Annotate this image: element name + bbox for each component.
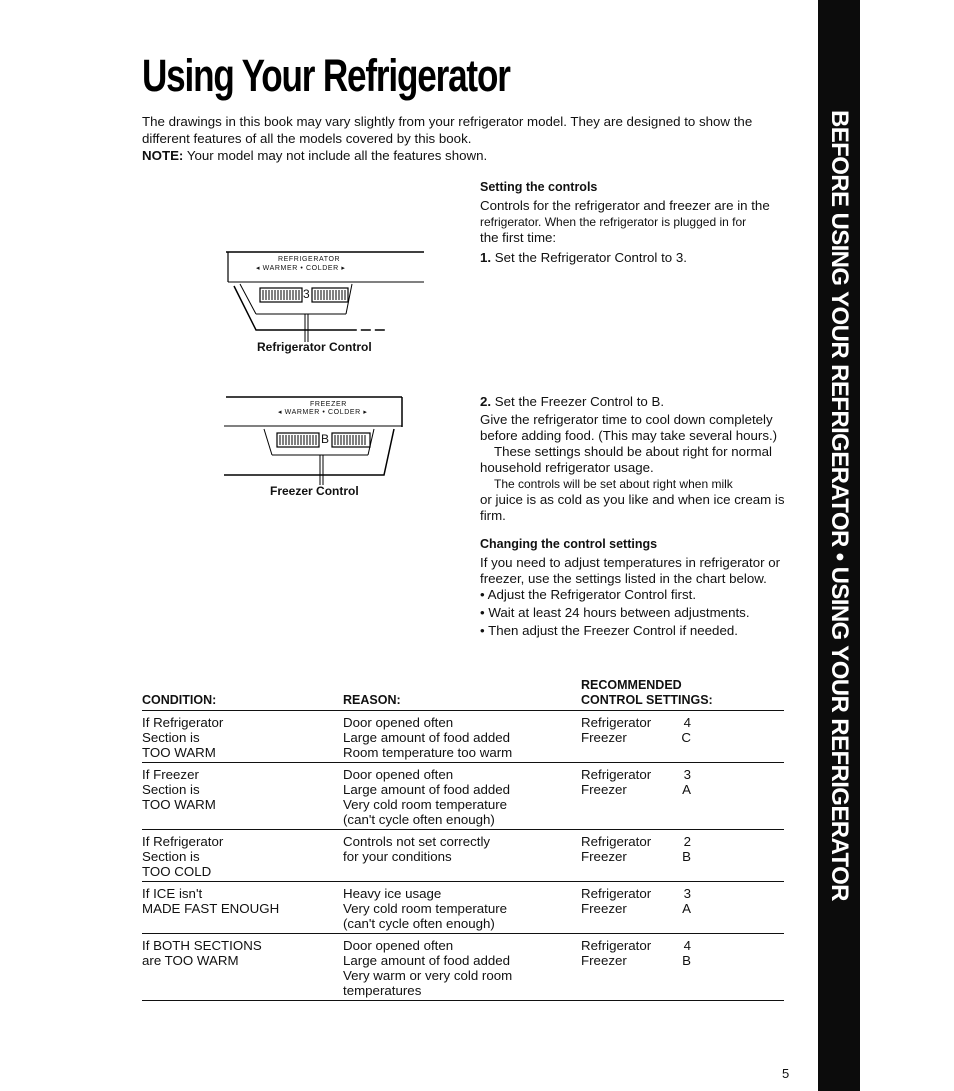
settings-cell xyxy=(581,763,784,830)
settings-cell xyxy=(581,882,784,934)
reason-line: (can't cycle often enough) xyxy=(343,916,495,931)
reason-cell xyxy=(343,830,581,882)
refrigerator-dial-label: REFRIGERATOR xyxy=(278,256,341,263)
condition-cell xyxy=(142,711,343,763)
setting-controls-p1c: the first time: xyxy=(480,230,557,245)
bullet-text: Adjust the Refrigerator Control first. xyxy=(487,587,697,602)
setting-label: Refrigerator xyxy=(581,715,652,730)
condition-line: TOO WARM xyxy=(142,797,216,812)
condition-line: TOO WARM xyxy=(142,745,216,760)
bullet-text: Then adjust the Freezer Control if needed. xyxy=(488,623,738,638)
table-header-row xyxy=(142,678,784,711)
condition-line: If Refrigerator xyxy=(142,715,224,730)
setting-label: Freezer xyxy=(581,849,627,864)
reason-line: (can't cycle often enough) xyxy=(343,812,495,827)
setting-value: B xyxy=(682,849,691,864)
step-1-number: 1. xyxy=(480,250,492,265)
condition-line: If ICE isn't xyxy=(142,886,203,901)
reason-cell xyxy=(343,711,581,763)
condition-header: CONDITION: xyxy=(142,678,343,711)
reason-line: Door opened often xyxy=(343,767,454,782)
changing-p1: If you need to adjust temperatures in refrigerator or freezer, use the settings listed in the chart below. xyxy=(480,555,781,586)
reason-cell xyxy=(343,882,581,934)
settings-right-a: These settings should be about right for normal xyxy=(494,444,772,459)
condition-cell xyxy=(142,934,343,1001)
reason-line: Very cold room temperature xyxy=(343,797,508,812)
step-1-text: Set the Refrigerator Control to 3. xyxy=(494,250,687,265)
condition-line: If Freezer xyxy=(142,767,199,782)
settings-right-b: household refrigerator usage. xyxy=(480,460,654,475)
condition-cell xyxy=(142,763,343,830)
condition-cell xyxy=(142,830,343,882)
bullet-text: Wait at least 24 hours between adjustments. xyxy=(488,605,750,620)
reason-line: Large amount of food added xyxy=(343,730,511,745)
cool-down-text: Give the refrigerator time to cool down completely before adding food. (This may take several hours.) xyxy=(480,412,778,443)
settings-header-line1: RECOMMENDED xyxy=(581,678,682,692)
setting-value: C xyxy=(681,730,691,745)
settings-header-line2: CONTROL SETTINGS: xyxy=(581,693,713,707)
condition-line: Section is xyxy=(142,849,200,864)
bullet-item: • Wait at least 24 hours between adjustments. xyxy=(480,605,750,620)
table-row xyxy=(142,830,784,882)
note-text: Your model may not include all the features shown. xyxy=(186,148,488,163)
condition-line: MADE FAST ENOUGH xyxy=(142,901,280,916)
setting-value: 3 xyxy=(683,886,691,901)
setting-value: A xyxy=(682,782,691,797)
condition-line: are TOO WARM xyxy=(142,953,239,968)
freezer-control-caption: Freezer Control xyxy=(270,484,359,498)
reason-cell xyxy=(343,934,581,1001)
control-settings-table xyxy=(142,678,784,1001)
controls-right-a: The controls will be set about right when milk xyxy=(494,477,733,491)
freezer-dial-label: FREEZER xyxy=(310,401,347,408)
settings-cell xyxy=(581,934,784,1001)
condition-line: TOO COLD xyxy=(142,864,212,879)
setting-label: Freezer xyxy=(581,782,627,797)
refrigerator-setting: 3 xyxy=(303,287,310,301)
setting-controls-p1: Controls for the refrigerator and freezer are in the xyxy=(480,198,770,213)
reason-line: Very warm or very cold room xyxy=(343,968,513,983)
sidebar-label: BEFORE USING YOUR REFRIGERATOR • USING YOUR REFRIGERATOR xyxy=(826,110,853,901)
refrigerator-control-caption: Refrigerator Control xyxy=(257,340,372,354)
settings-header xyxy=(581,678,784,711)
reason-line: Controls not set correctly xyxy=(343,834,491,849)
reason-line: Large amount of food added xyxy=(343,782,511,797)
step-2-text: Set the Freezer Control to B. xyxy=(494,394,665,409)
step-1 xyxy=(480,250,790,266)
intro-text: The drawings in this book may vary slightly from your refrigerator model. They are designed to show the different features of all the models covered by this book. xyxy=(142,114,753,146)
intro xyxy=(142,113,802,164)
table-row xyxy=(142,882,784,934)
freezer-setting: B xyxy=(321,432,330,446)
bullet-item: • Then adjust the Freezer Control if needed. xyxy=(480,623,738,638)
setting-value: 4 xyxy=(683,715,691,730)
setting-label: Refrigerator xyxy=(581,938,652,953)
condition-line: If Refrigerator xyxy=(142,834,224,849)
condition-cell xyxy=(142,882,343,934)
reason-line: Room temperature too warm xyxy=(343,745,513,760)
refrigerator-control-diagram xyxy=(226,250,426,360)
table-row xyxy=(142,763,784,830)
step-2 xyxy=(480,394,790,410)
reason-line: Door opened often xyxy=(343,938,454,953)
reason-line: Heavy ice usage xyxy=(343,886,442,901)
reason-line: Very cold room temperature xyxy=(343,901,508,916)
condition-line: Section is xyxy=(142,782,200,797)
setting-value: B xyxy=(682,953,691,968)
section-sidebar xyxy=(818,0,860,1091)
reason-line: Large amount of food added xyxy=(343,953,511,968)
setting-controls-heading: Setting the controls xyxy=(480,180,598,194)
page-title: Using Your Refrigerator xyxy=(142,50,510,101)
setting-label: Freezer xyxy=(581,953,627,968)
setting-label: Freezer xyxy=(581,730,627,745)
reason-line: for your conditions xyxy=(343,849,452,864)
freezer-direction-label: ◂ WARMER • COLDER ▸ xyxy=(278,409,368,416)
note-label: NOTE: xyxy=(142,148,184,163)
freezer-step-section xyxy=(480,394,790,639)
setting-value: 3 xyxy=(683,767,691,782)
freezer-control-diagram xyxy=(224,393,409,503)
reason-cell xyxy=(343,763,581,830)
table-row xyxy=(142,711,784,763)
bullet-item: • Adjust the Refrigerator Control first. xyxy=(480,587,697,602)
setting-label: Refrigerator xyxy=(581,767,652,782)
reason-header: REASON: xyxy=(343,678,581,711)
changing-heading: Changing the control settings xyxy=(480,537,658,551)
controls-right-b: or juice is as cold as you like and when ice cream is firm. xyxy=(480,492,785,523)
setting-label: Refrigerator xyxy=(581,886,652,901)
refrigerator-direction-label: ◂ WARMER • COLDER ▸ xyxy=(256,265,346,272)
setting-controls-section xyxy=(480,179,790,266)
condition-line: If BOTH SECTIONS xyxy=(142,938,262,953)
table-row xyxy=(142,934,784,1001)
setting-value: A xyxy=(682,901,691,916)
note xyxy=(142,147,802,164)
setting-value: 4 xyxy=(683,938,691,953)
step-2-number: 2. xyxy=(480,394,492,409)
condition-line: Section is xyxy=(142,730,200,745)
settings-cell xyxy=(581,830,784,882)
settings-cell xyxy=(581,711,784,763)
page-number: 5 xyxy=(782,1066,790,1081)
setting-value: 2 xyxy=(683,834,691,849)
reason-line: temperatures xyxy=(343,983,422,998)
setting-controls-p1b: refrigerator. When the refrigerator is plugged in for xyxy=(480,215,747,229)
setting-label: Refrigerator xyxy=(581,834,652,849)
reason-line: Door opened often xyxy=(343,715,454,730)
setting-label: Freezer xyxy=(581,901,627,916)
